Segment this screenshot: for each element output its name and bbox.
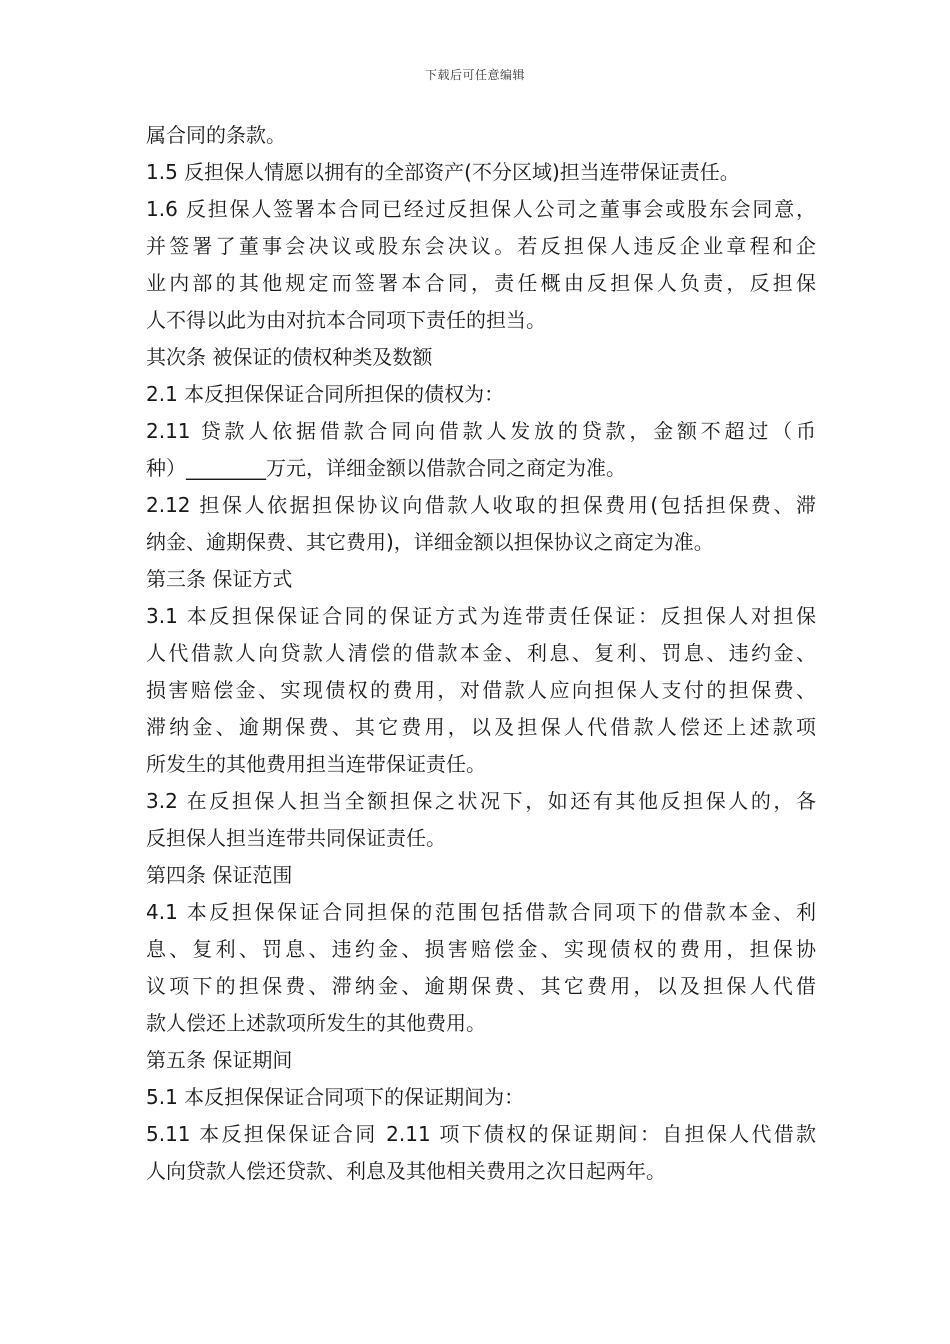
text-line: 并签署了董事会决议或股东会决议。若反担保人违反企业章程和企 xyxy=(146,234,816,258)
text-line: 反担保人担当连带共同保证责任。 xyxy=(146,826,446,850)
section-heading: 第三条 保证方式 xyxy=(146,567,293,591)
text-line: 人向贷款人偿还贷款、利息及其他相关费用之次日起两年。 xyxy=(146,1159,666,1183)
text-line: 3.1 本反担保保证合同的保证方式为连带责任保证：反担保人对担保 xyxy=(146,604,816,628)
page-header: 下载后可任意编辑 xyxy=(424,68,525,82)
text-line: 属合同的条款。 xyxy=(146,123,286,147)
text-line: 5.1 本反担保保证合同项下的保证期间为： xyxy=(146,1085,525,1109)
text-line: 息、复利、罚息、违约金、损害赔偿金、实现债权的费用，担保协 xyxy=(146,937,816,961)
text-line: 1.5 反担保人情愿以拥有的全部资产(不分区域)担当连带保证责任。 xyxy=(146,160,740,184)
text-line: 纳金、逾期保费、其它费用)，详细金额以担保协议之商定为准。 xyxy=(146,530,714,554)
text-line: 人代借款人向贷款人清偿的借款本金、利息、复利、罚息、违约金、 xyxy=(146,641,816,665)
text-line: 业内部的其他规定而签署本合同，责任概由反担保人负责，反担保 xyxy=(146,271,816,295)
section-heading: 其次条 被保证的债权种类及数额 xyxy=(146,345,433,369)
document-body xyxy=(146,117,816,1190)
text-line: 2.1 本反担保保证合同所担保的债权为： xyxy=(146,382,505,406)
text-line: 5.11 本反担保保证合同 2.11 项下债权的保证期间：自担保人代借款 xyxy=(146,1122,816,1146)
text-line: 款人偿还上述款项所发生的其他费用。 xyxy=(146,1011,486,1035)
text-line: 损害赔偿金、实现债权的费用，对借款人应向担保人支付的担保费、 xyxy=(146,678,816,702)
text-line: 1.6 反担保人签署本合同已经过反担保人公司之董事会或股东会同意， xyxy=(146,197,816,221)
text-line: 议项下的担保费、滞纳金、逾期保费、其它费用，以及担保人代借 xyxy=(146,974,816,998)
section-heading: 第四条 保证范围 xyxy=(146,863,293,887)
text-line: 3.2 在反担保人担当全额担保之状况下，如还有其他反担保人的，各 xyxy=(146,789,816,813)
text-line: 滞纳金、逾期保费、其它费用，以及担保人代借款人偿还上述款项 xyxy=(146,715,816,739)
text-line: 2.11 贷款人依据借款合同向借款人发放的贷款，金额不超过（币 xyxy=(146,419,816,443)
text-line: 2.12 担保人依据担保协议向借款人收取的担保费用(包括担保费、滞 xyxy=(146,493,816,517)
text-line: 4.1 本反担保保证合同担保的范围包括借款合同项下的借款本金、利 xyxy=(146,900,816,924)
text-line: 人不得以此为由对抗本合同项下责任的担当。 xyxy=(146,308,546,332)
text-line: 种）________万元，详细金额以借款合同之商定为准。 xyxy=(146,456,626,480)
text-line: 所发生的其他费用担当连带保证责任。 xyxy=(146,752,486,776)
section-heading: 第五条 保证期间 xyxy=(146,1048,293,1072)
